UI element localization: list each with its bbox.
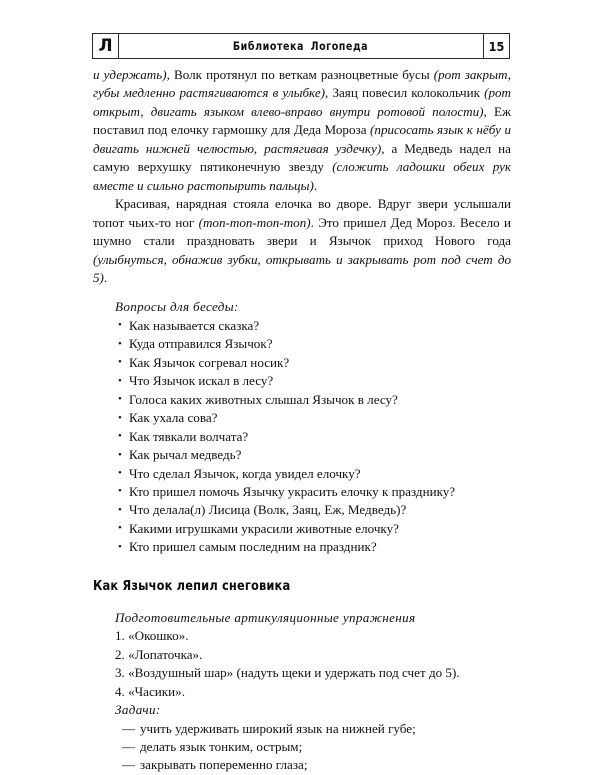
- list-item: [118, 483, 511, 501]
- list-item: [118, 317, 511, 335]
- bullet-icon: •: [118, 319, 122, 332]
- dash-icon: —: [122, 720, 136, 736]
- spacer: [93, 557, 511, 578]
- paragraph-1-run-6: , Еж поставил под елочку гармошку для Деда Мороза: [93, 103, 512, 138]
- section-heading: Как Язычок лепил снеговика: [93, 578, 291, 594]
- question-text: Как рычал медведь?: [129, 447, 242, 463]
- paragraph-2-run-3: . Это пришел Дед Мороз. Весело и шумно стали праздновать звери и Язычок приход Нового года: [93, 214, 511, 249]
- exercises-list: [93, 627, 511, 701]
- paragraph-2-run-1: Красивая, нарядная стояла елочка во дворе. Вдруг звери услышали топот чьих-то ног: [93, 196, 511, 230]
- header-title-bar: [119, 33, 483, 59]
- header-title: Библиотека Логопеда: [233, 39, 369, 53]
- page-content: [93, 66, 511, 775]
- questions-list: [93, 317, 511, 557]
- task-text: делать язык тонким, острым;: [140, 738, 303, 754]
- list-item: [118, 538, 511, 556]
- question-text: Как тявкали волчата?: [129, 428, 249, 444]
- list-item: 3. «Воздушный шар» (надуть щеки и удержать под счет до 5).: [115, 665, 460, 681]
- question-text: Как Язычок согревал носик?: [129, 354, 290, 370]
- paragraph-2-run-5: .: [103, 269, 108, 285]
- list-item: [118, 354, 511, 372]
- question-text: Как ухала сова?: [129, 410, 218, 426]
- running-header: [92, 33, 510, 59]
- list-item: [118, 428, 511, 446]
- paragraph-2-run-2: (топ-топ-топ-топ): [198, 214, 311, 230]
- list-item: [118, 520, 511, 538]
- bullet-icon: •: [118, 522, 122, 535]
- question-text: Кто пришел помочь Язычку украсить елочку к празднику?: [129, 483, 456, 499]
- question-text: Голоса каких животных слышал Язычок в лесу?: [129, 391, 398, 407]
- list-item: [122, 756, 511, 774]
- list-item: 2. «Лопаточка».: [115, 646, 203, 662]
- bullet-icon: •: [118, 485, 122, 498]
- question-text: Что Язычок искал в лесу?: [129, 373, 274, 389]
- task-text: учить удерживать широкий язык на нижней губе;: [140, 720, 416, 736]
- spacer: [93, 287, 511, 298]
- list-item: [118, 465, 511, 483]
- bullet-icon: •: [118, 448, 122, 461]
- dash-icon: —: [122, 738, 136, 754]
- list-item: [118, 391, 511, 409]
- list-item: [118, 409, 511, 427]
- task-text: закрывать попеременно глаза;: [140, 757, 308, 773]
- paragraph-story: [93, 195, 511, 287]
- list-item: [118, 335, 511, 353]
- question-text: Какими игрушками украсили животные елочку?: [129, 520, 399, 536]
- dash-icon: —: [122, 757, 136, 773]
- list-item: [122, 720, 511, 738]
- paragraph-1-run-1: и удержать): [93, 67, 167, 82]
- paragraph-1-run-10: .: [313, 177, 318, 193]
- series-logo-letter: Л: [92, 33, 119, 59]
- question-text: Куда отправился Язычок?: [129, 336, 273, 352]
- paragraph-2-run-4: (улыбнуться, обнажив зубки, открывать и закрывать рот под счет до 5): [93, 251, 511, 285]
- paragraph-1-run-7: (присосать язык к нёбу и двигать нижней челюстью, растягивая уздечку): [93, 122, 511, 156]
- list-item: 1. «Окошко».: [115, 628, 189, 644]
- list-item: [118, 446, 511, 464]
- list-item: [122, 738, 511, 756]
- bullet-icon: •: [118, 467, 122, 480]
- bullet-icon: •: [118, 393, 122, 406]
- paragraph-1-run-5: (рот открыт, двигать языком влево-вправо внутри ротовой полости): [93, 85, 511, 119]
- question-text: Кто пришел самым последним на праздник?: [129, 539, 377, 555]
- list-item: 4. «Часики».: [115, 683, 185, 699]
- question-text: Что сделал Язычок, когда увидел елочку?: [129, 465, 361, 481]
- tasks-heading: Задачи:: [115, 702, 161, 718]
- page-number: 15: [483, 33, 510, 59]
- bullet-icon: •: [118, 337, 122, 350]
- exercises-heading: Подготовительные артикуляционные упражнения: [115, 609, 416, 625]
- list-item: [118, 372, 511, 390]
- questions-heading: Вопросы для беседы:: [115, 299, 239, 315]
- bullet-icon: •: [118, 356, 122, 369]
- bullet-icon: •: [118, 411, 122, 424]
- paragraph-1-run-2: , Волк протянул по веткам разноцветные бусы: [166, 67, 434, 82]
- paragraph-1-run-9: (сложить ладошки обеих рук вместе и сильно растопырить пальцы): [93, 159, 512, 193]
- bullet-icon: •: [118, 503, 122, 516]
- spacer: [93, 596, 511, 609]
- bullet-icon: •: [118, 430, 122, 443]
- question-text: Как называется сказка?: [129, 317, 260, 333]
- paragraph-1-run-8: , а Медведь надел на самую верхушку пятиконечную звезду: [93, 140, 511, 175]
- bullet-icon: •: [118, 540, 122, 553]
- paragraph-1-run-3: (рот закрыт, губы медленно растягиваются в улыбке): [93, 67, 511, 101]
- bullet-icon: •: [118, 374, 122, 387]
- list-item: [118, 501, 511, 519]
- paragraph-continuation: [93, 66, 511, 195]
- question-text: Что делала(л) Лисица (Волк, Заяц, Еж, Медведь)?: [129, 502, 407, 518]
- paragraph-1-run-4: , Заяц повесил колокольчик: [325, 85, 485, 101]
- tasks-list: [93, 720, 511, 775]
